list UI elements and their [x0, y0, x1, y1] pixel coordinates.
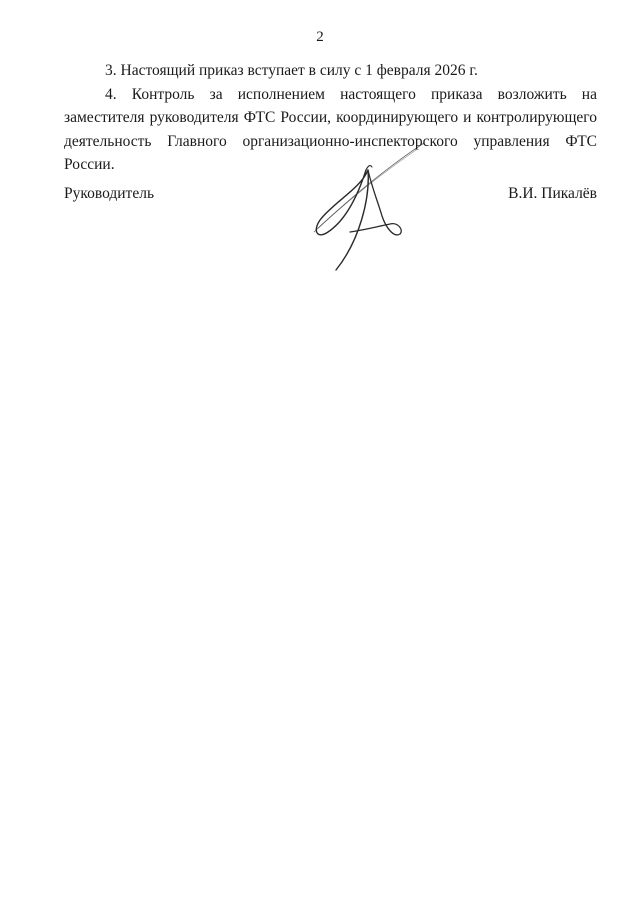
signer-name: В.И. Пикалёв — [508, 185, 597, 202]
handwritten-signature — [306, 140, 436, 275]
paragraph-control: 4. Контроль за исполнением настоящего приказа возложить на заместителя руководителя ФТС России, координирующего и контролирующего деятельность Главного организационно-инспекторского управления ФТС России. — [64, 85, 597, 173]
signer-position: Руководитель — [64, 185, 155, 202]
page-number: 2 — [316, 29, 324, 45]
paragraph-effective-date: 3. Настоящий приказ вступает в силу с 1 февраля 2026 г. — [105, 62, 478, 79]
